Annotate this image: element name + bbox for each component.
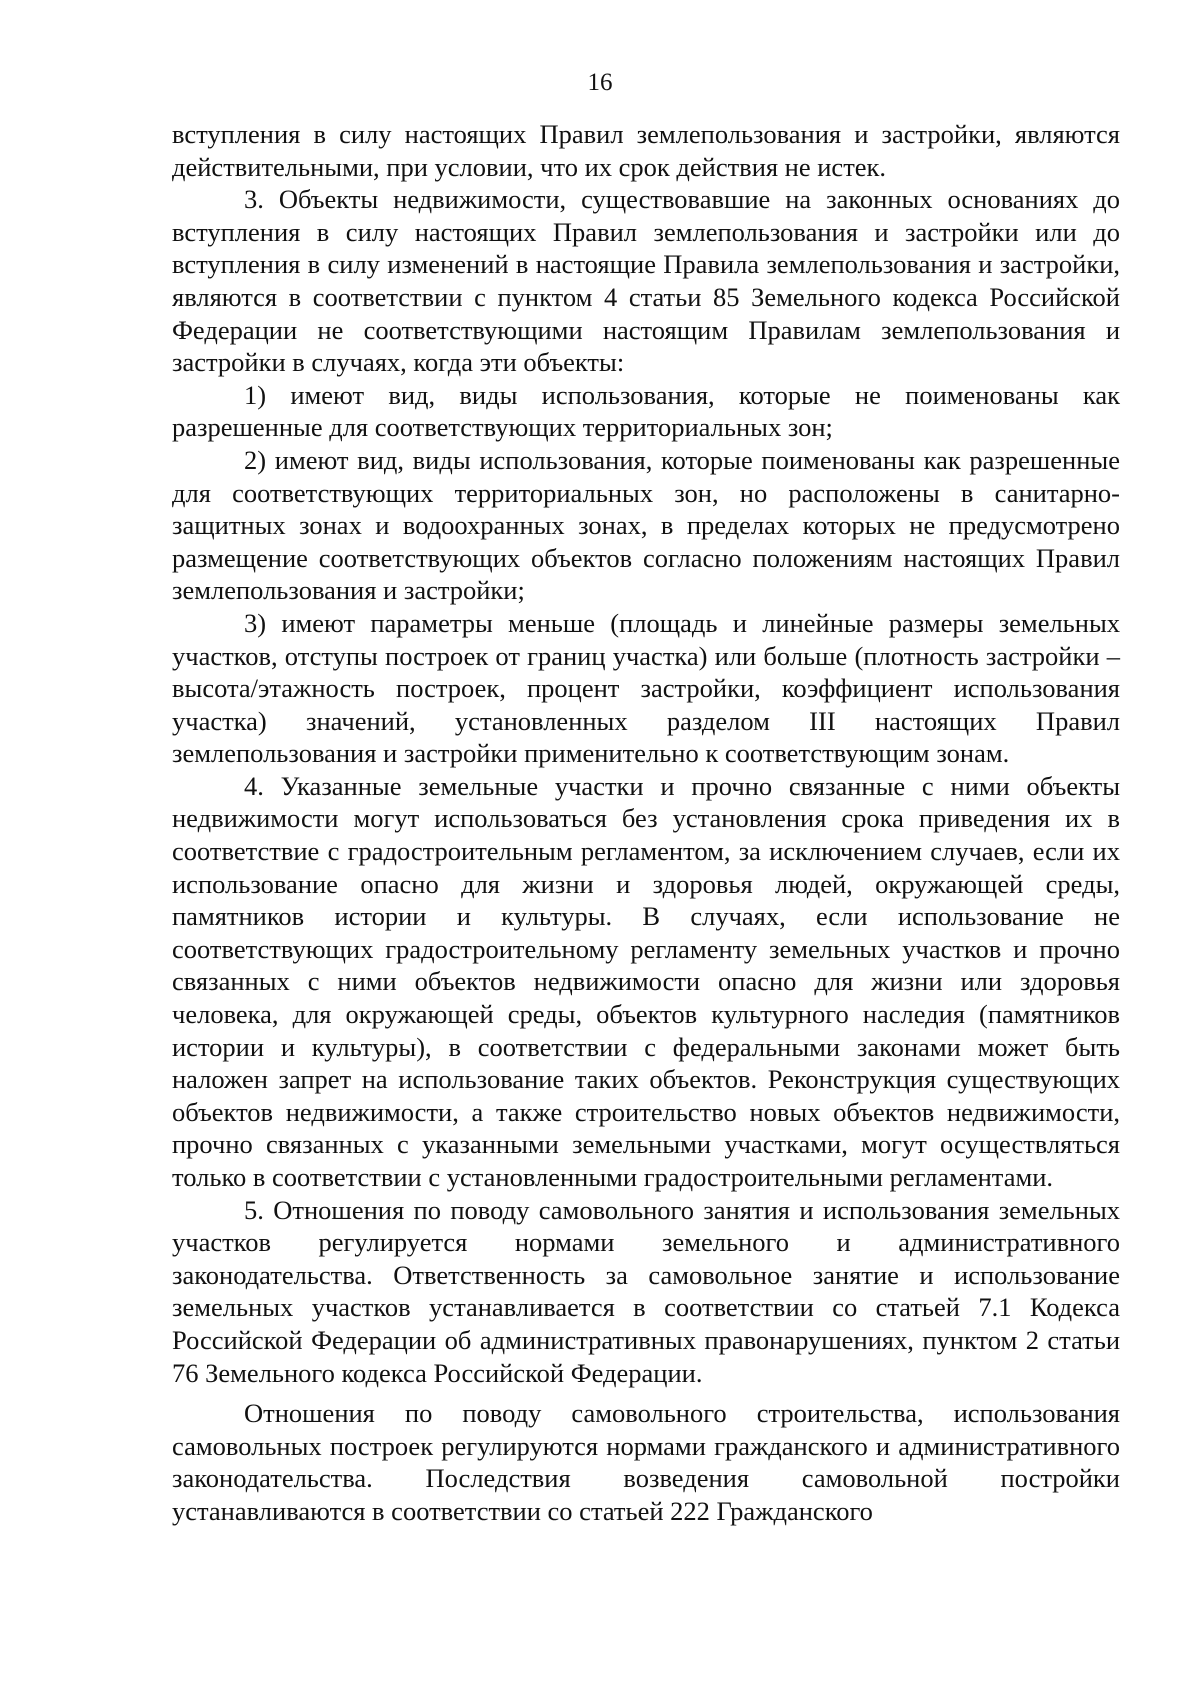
document-body [172, 118, 1120, 1528]
page-number: 16 [587, 69, 613, 96]
paragraph-subitem-1: 1) имеют вид, виды использования, которые не поименованы как разрешенные для соответствующих территориальных зон; [172, 379, 1120, 443]
paragraph-item-5: 5. Отношения по поводу самовольного занятия и использования земельных участков регулируется нормами земельного и административного законодательства. Ответственность за самовольное занятие и использование земельных участков устанавливается в соответствии со статьей 7.1 Кодекса Российской Федерации об административных правонарушениях, пунктом 2 статьи 76 Земельного кодекса Российской Федерации. [172, 1194, 1120, 1388]
paragraph-item-4: 4. Указанные земельные участки и прочно связанные с ними объекты недвижимости могут использоваться без установления срока приведения их в соответствие с градостроительным регламентом, за исключением случаев, если их использование опасно для жизни и здоровья людей, окружающей среды, памятников истории и культуры. В случаях, если использование не соответствующих градостроительному регламенту земельных участков и прочно связанных с ними объектов недвижимости опасно для жизни или здоровья человека, для окружающей среды, объектов культурного наследия (памятников истории и культуры), в соответствии с федеральными законами может быть наложен запрет на использование таких объектов. Реконструкция существующих объектов недвижимости, а также строительство новых объектов недвижимости, прочно связанных с указанными земельными участками, могут осуществляться только в соответствии с установленными градостроительными регламентами. [172, 770, 1120, 1192]
paragraph-subitem-3: 3) имеют параметры меньше (площадь и линейные размеры земельных участков, отступы построек от границ участка) или больше (плотность застройки – высота/этажность построек, процент застройки, коэффициент использования участка) значений, установленных разделом III настоящих Правил землепользования и застройки применительно к соответствующим зонам. [172, 607, 1120, 769]
paragraph-self-construction: Отношения по поводу самовольного строительства, использования самовольных построек регулируются нормами гражданского и административного законодательства. Последствия возведения самовольной постройки устанавливаются в соответствии со статьей 222 Гражданского [172, 1398, 1120, 1526]
paragraph-subitem-2: 2) имеют вид, виды использования, которые поименованы как разрешенные для соответствующих территориальных зон, но расположены в санитарно-защитных зонах и водоохранных зонах, в пределах которых не предусмотрено размещение соответствующих объектов согласно положениям настоящих Правил землепользования и застройки; [172, 444, 1120, 606]
paragraph-continuation: вступления в силу настоящих Правил землепользования и застройки, являются действительными, при условии, что их срок действия не истек. [172, 119, 1120, 182]
paragraph-item-3: 3. Объекты недвижимости, существовавшие на законных основаниях до вступления в силу настоящих Правил землепользования и застройки или до вступления в силу изменений в настоящие Правила землепользования и застройки, являются в соответствии с пунктом 4 статьи 85 Земельного кодекса Российской Федерации не соответствующими настоящим Правилам землепользования и застройки в случаях, когда эти объекты: [172, 184, 1120, 378]
